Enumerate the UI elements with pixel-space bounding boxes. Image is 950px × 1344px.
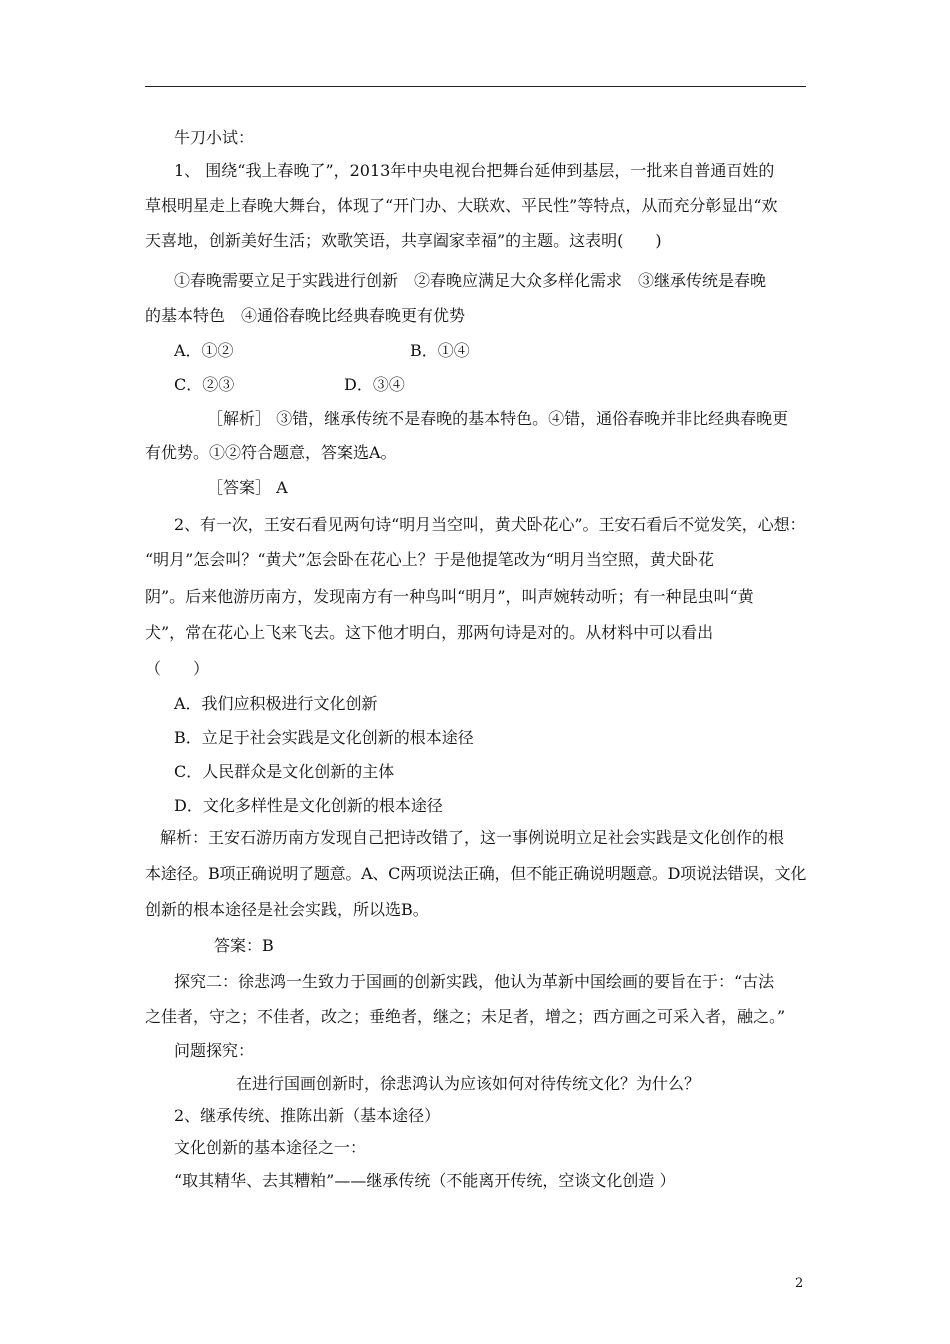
inherit-tradition-line: “取其精华、去其糟粕”——继承传统（不能离开传统，空谈文化创造 ） [174, 1171, 676, 1190]
question-2-line-5: （ ） [145, 659, 210, 678]
question-2-option-d: D．文化多样性是文化创新的根本途径 [174, 796, 443, 815]
question-1-line-3: 天喜地，创新美好生活；欢歌笑语，共享阖家幸福”的主题。这表明( ) [145, 231, 662, 250]
question-1-line-2: 草根明星走上春晚大舞台，体现了“开门办、大联欢、平民性”等特点，从而充分彰显出“欢 [145, 196, 778, 215]
question-2-option-a: A．我们应积极进行文化创新 [174, 694, 378, 713]
question-1-option-b: B．①④ [410, 341, 470, 360]
section-heading: 牛刀小试： [174, 128, 255, 147]
question-1-line-1: 1、 围绕“我上春晚了”，2013年中央电视台把舞台延伸到基层，一批来自普通百姓的 [174, 161, 775, 180]
subsection-heading: 2、继承传统、推陈出新（基本途径） [174, 1106, 441, 1125]
header-rule [145, 86, 806, 87]
problem-inquiry-question: 在进行国画创新时，徐悲鸿认为应该如何对待传统文化？为什么？ [236, 1074, 701, 1093]
question-1-statements-line-1: ①春晚需要立足于实践进行创新 ②春晚应满足大众多样化需求 ③继承传统是春晚 [174, 271, 767, 290]
question-2-line-3: 阴”。后来他游历南方，发现南方有一种鸟叫“明月”，叫声婉转动听；有一种昆虫叫“黄 [145, 587, 754, 606]
question-2-analysis-line-1: 解析：王安石游历南方发现自己把诗改错了，这一事例说明立足社会实践是文化创作的根 [160, 828, 785, 847]
question-2-analysis-line-2: 本途径。B项正确说明了题意。A、C两项说法正确，但不能正确说明题意。D项说法错误，文化 [145, 864, 807, 883]
question-1-statements-line-2: 的基本特色 ④通俗春晚比经典春晚更有优势 [145, 306, 466, 325]
question-2-line-1: 2、有一次，王安石看见两句诗“明月当空叫，黄犬卧花心”。王安石看后不觉发笑，心想： [174, 515, 806, 534]
page-number: 2 [795, 1276, 804, 1291]
question-2-analysis-line-3: 创新的根本途径是社会实践，所以选B。 [145, 900, 429, 919]
question-2-line-4: 犬”，常在花心上飞来飞去。这下他才明白，那两句诗是对的。从材料中可以看出 [145, 623, 714, 642]
question-2-line-2: “明月”怎会叫？“黄犬”怎会卧在花心上？于是他提笔改为“明月当空照，黄犬卧花 [145, 550, 714, 569]
basic-approach-line: 文化创新的基本途径之一： [174, 1138, 367, 1157]
exploration-two-line-1: 探究二：徐悲鸿一生致力于国画的创新实践，他认为革新中国绘画的要旨在于：“古法 [174, 972, 775, 991]
question-1-answer: ［答案］ A [207, 478, 288, 497]
question-2-option-c: C．人民群众是文化创新的主体 [174, 762, 395, 781]
question-2-answer: 答案：B [214, 936, 274, 955]
question-1-analysis-line-1: ［解析］ ③错，继承传统不是春晚的基本特色。④错，通俗春晚并非比经典春晚更 [207, 409, 789, 428]
problem-inquiry-heading: 问题探究： [174, 1041, 255, 1060]
exploration-two-line-2: 之佳者，守之；不佳者，改之；垂绝者，继之；未足者，增之；西方画之可采入者，融之。” [145, 1007, 786, 1026]
question-2-option-b: B．立足于社会实践是文化创新的根本途径 [174, 728, 474, 747]
question-1-option-a: A．①② [174, 341, 234, 360]
question-1-option-d: D．③④ [344, 375, 405, 394]
question-1-option-c: C．②③ [174, 375, 235, 394]
question-1-analysis-line-2: 有优势。①②符合题意，答案选A。 [145, 443, 397, 462]
